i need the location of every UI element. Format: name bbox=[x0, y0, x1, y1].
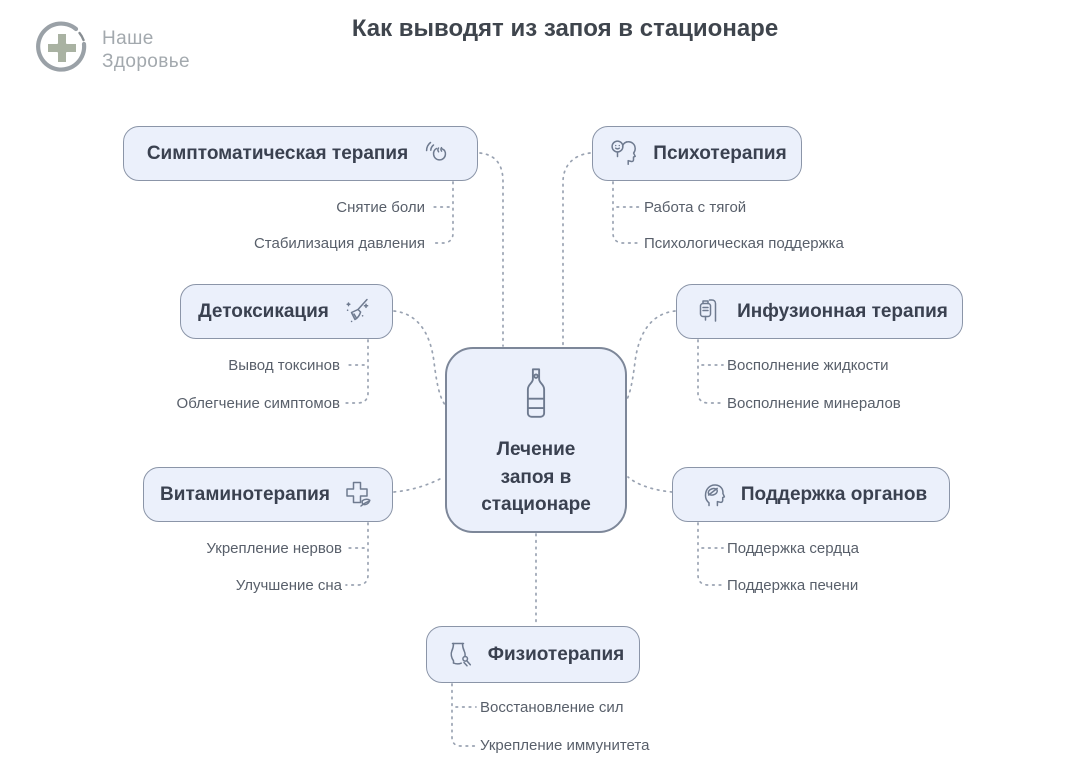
logo-line1: Наше bbox=[102, 28, 154, 50]
node-label: Поддержка органов bbox=[740, 483, 928, 505]
node-organ-support bbox=[672, 467, 950, 522]
node-label: Витаминотерапия bbox=[160, 483, 330, 505]
logo-text bbox=[102, 28, 190, 73]
node-central bbox=[445, 347, 627, 533]
sub-item: Психологическая поддержка bbox=[644, 235, 844, 252]
central-label bbox=[481, 436, 591, 519]
iv-drip-icon bbox=[691, 294, 727, 330]
node-label: Инфузионная терапия bbox=[737, 300, 948, 322]
head-organ-icon bbox=[695, 477, 731, 513]
sub-item: Вывод токсинов bbox=[228, 357, 340, 374]
pain-relief-icon bbox=[418, 136, 454, 172]
node-label: Детоксикация bbox=[198, 300, 329, 322]
node-vitamin-therapy bbox=[143, 467, 393, 522]
sub-item: Поддержка печени bbox=[727, 577, 859, 594]
node-detox bbox=[180, 284, 393, 339]
sub-item: Работа с тягой bbox=[644, 199, 747, 216]
sub-item: Поддержка сердца bbox=[727, 540, 859, 557]
broom-sparkles-icon bbox=[339, 294, 375, 330]
node-label: Симптоматическая терапия bbox=[146, 142, 409, 164]
sub-item: Улучшение сна bbox=[235, 577, 342, 594]
logo-line2: Здоровье bbox=[102, 50, 191, 72]
node-symptomatic-therapy bbox=[123, 126, 478, 181]
sub-item: Стабилизация давления bbox=[253, 235, 425, 252]
logo bbox=[34, 20, 190, 81]
sub-item: Восполнение минералов bbox=[727, 395, 901, 412]
node-label: Физиотерапия bbox=[487, 643, 625, 665]
sub-item: Восполнение жидкости bbox=[727, 357, 889, 374]
sub-item: Облегчение симптомов bbox=[176, 395, 340, 412]
sub-item: Снятие боли bbox=[336, 199, 425, 216]
node-label: Психотерапия bbox=[653, 142, 787, 164]
node-infusion-therapy bbox=[676, 284, 963, 339]
central-label-line2: запоя в bbox=[500, 466, 572, 488]
page-title: Как выводят из запоя в стационаре bbox=[351, 15, 779, 42]
cross-leaf-icon bbox=[340, 477, 376, 513]
central-label-line3: стационаре bbox=[481, 494, 591, 516]
torso-massage-icon bbox=[442, 637, 478, 673]
sub-item: Укрепление иммунитета bbox=[480, 737, 650, 754]
head-smile-icon bbox=[607, 136, 643, 172]
node-physiotherapy bbox=[426, 626, 640, 683]
bottle-icon bbox=[516, 365, 556, 426]
sub-item: Восстановление сил bbox=[480, 699, 624, 716]
sub-item: Укрепление нервов bbox=[206, 540, 342, 557]
node-psychotherapy bbox=[592, 126, 802, 181]
central-label-line1: Лечение bbox=[496, 439, 576, 461]
medical-cross-icon bbox=[34, 20, 90, 81]
